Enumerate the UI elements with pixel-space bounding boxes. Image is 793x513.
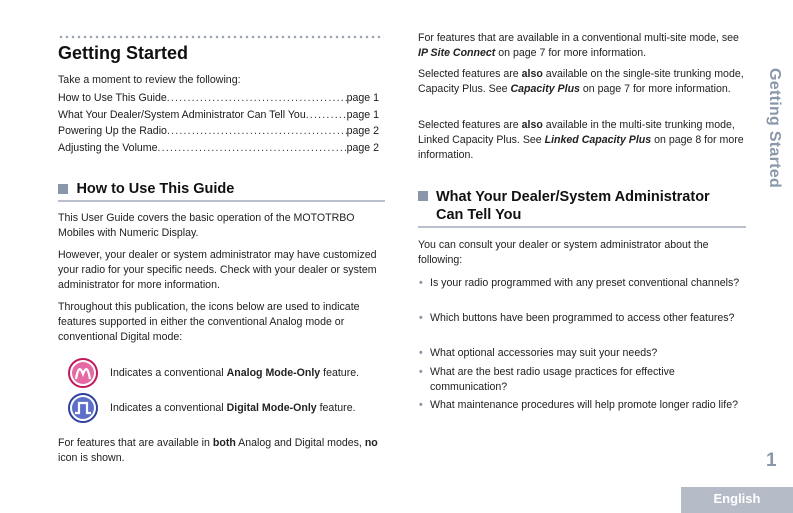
paragraph-customized: However, your dealer or system administrator may have customized your radio for your specific needs. Check with your dealer or system administrator for more information. (58, 249, 377, 291)
text-run: Analog and Digital modes, (235, 437, 365, 449)
paragraph-consult: You can consult your dealer or system administrator about the following: (418, 239, 709, 266)
list-item (418, 365, 748, 394)
text-run: Selected features are (418, 68, 522, 80)
toc-page: page 2 (346, 125, 379, 137)
toc-label: Adjusting the Volume (58, 142, 158, 154)
page-number: 1 (766, 450, 777, 471)
toc-page: page 1 (346, 92, 379, 104)
toc-leader (167, 91, 347, 106)
paragraph-intro: This User Guide covers the basic operation of the MOTOTRBO Mobiles with Numeric Display. (58, 212, 355, 239)
paragraph-capacity-plus (418, 67, 748, 97)
bullet-icon: • (419, 347, 423, 359)
toc-entry[interactable] (58, 124, 379, 139)
digital-text-post: feature. (316, 402, 356, 414)
text-run-bold: also (521, 68, 543, 80)
digital-mode-icon (68, 393, 98, 423)
section-marker-icon (58, 184, 68, 194)
toc-page: page 1 (346, 109, 379, 121)
list-item-text: Is your radio programmed with any preset conventional channels? (430, 277, 740, 289)
analog-text-pre: Indicates a conventional (110, 367, 227, 379)
analog-mode-icon (68, 358, 98, 388)
text-run: For features that are available in (58, 437, 213, 449)
section-marker-icon (418, 191, 428, 201)
language-tab: English (681, 487, 793, 513)
section-heading-how-to-use (58, 180, 234, 198)
header-dotted-rule (58, 35, 384, 39)
paragraph-linked-capacity-plus (418, 118, 748, 163)
list-item-text: What are the best radio usage practices for effective communication? (430, 366, 675, 393)
analog-text-bold: Analog Mode-Only (226, 367, 321, 379)
bullet-icon: • (419, 277, 423, 289)
list-item-text: Which buttons have been programmed to access other features? (430, 312, 735, 324)
text-run: Selected features are (418, 119, 522, 131)
toc-page: page 2 (346, 142, 379, 154)
list-item (418, 398, 748, 413)
section-rule (418, 226, 746, 228)
analog-text-post: feature. (320, 367, 360, 379)
page-title: Getting Started (58, 43, 189, 63)
section-title: How to Use This Guide (76, 181, 235, 197)
link-capacity-plus[interactable]: Capacity Plus (510, 83, 580, 95)
toc-leader (167, 124, 347, 139)
text-run: For features that are available in a conventional multi-site mode, see (418, 32, 739, 44)
toc-label: What Your Dealer/System Administrator Can Tell You (58, 109, 306, 121)
list-item-text: What maintenance procedures will help promote longer radio life? (430, 399, 738, 411)
text-run-bold: no (364, 437, 378, 449)
list-item-text: What optional accessories may suit your needs? (430, 347, 658, 359)
link-ip-site-connect[interactable]: IP Site Connect (418, 47, 496, 59)
toc-entry[interactable] (58, 91, 379, 106)
digital-text-pre: Indicates a conventional (110, 402, 227, 414)
analog-description (110, 366, 359, 381)
section-heading-dealer (418, 188, 753, 224)
toc-entry[interactable] (58, 141, 379, 156)
toc-entry[interactable] (58, 108, 379, 123)
bullet-icon: • (419, 399, 423, 411)
section-title-line-1: What Your Dealer/System Administrator (436, 189, 710, 205)
text-run: on page 8 for more information. (418, 134, 744, 161)
text-run: icon is shown. (58, 452, 125, 464)
section-title-line-2: Can Tell You (436, 207, 522, 223)
text-run: available on the single-site trunking mode, Capacity Plus. See (418, 68, 744, 95)
intro-text: Take a moment to review the following: (58, 74, 241, 86)
text-run: on page 7 for more information. (579, 83, 731, 95)
text-run: available in the multi-site trunking mode, Linked Capacity Plus. See (418, 119, 735, 146)
digital-text-bold: Digital Mode-Only (226, 402, 317, 414)
text-run: on page 7 for more information. (495, 47, 647, 59)
text-run-bold: both (212, 437, 236, 449)
paragraph-ip-site-connect (418, 31, 748, 61)
toc-label: Powering Up the Radio (58, 125, 167, 137)
paragraph-both-modes (58, 436, 378, 466)
toc-label: How to Use This Guide (58, 92, 167, 104)
toc-leader (306, 108, 347, 123)
text-run-bold: also (521, 119, 543, 131)
digital-description (110, 401, 356, 416)
list-item (418, 346, 748, 361)
link-linked-capacity-plus[interactable]: Linked Capacity Plus (544, 134, 652, 146)
section-rule (58, 200, 385, 202)
paragraph-icons: Throughout this publication, the icons below are used to indicate features supported in either the conventional Analog mode or conventional Digital mode: (58, 301, 360, 343)
list-item (418, 311, 748, 326)
list-item (418, 276, 748, 291)
bullet-icon: • (419, 366, 423, 378)
bullet-icon: • (419, 312, 423, 324)
toc-leader (158, 141, 347, 156)
side-tab-label: Getting Started (766, 68, 783, 189)
